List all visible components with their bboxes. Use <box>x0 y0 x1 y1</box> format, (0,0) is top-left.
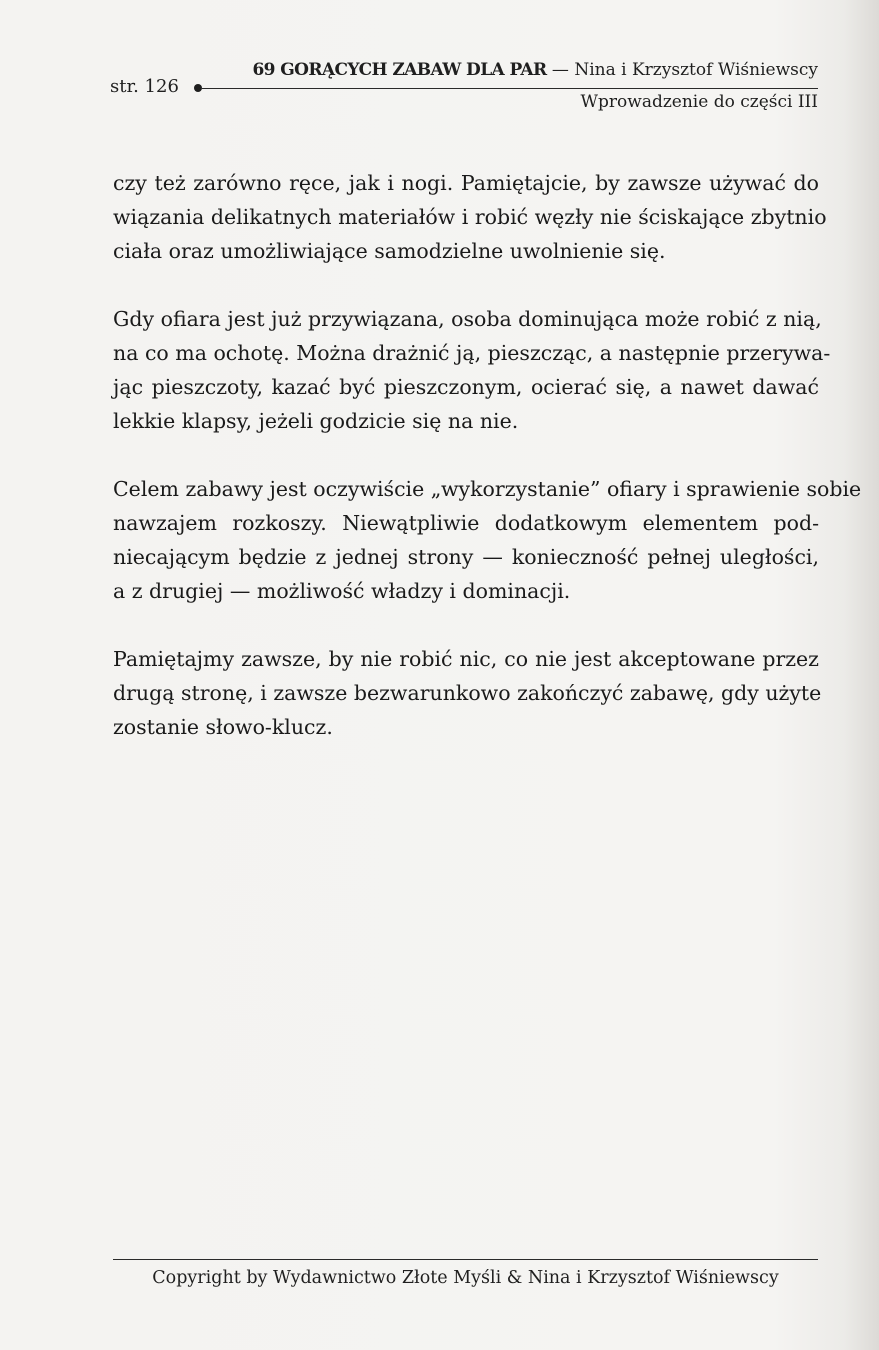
text-line: na co ma ochotę. Można drażnić ją, pieszcząc, a następnie przerywa- <box>113 341 831 365</box>
paragraph <box>113 166 827 268</box>
running-header <box>110 58 818 118</box>
body-text <box>113 166 862 778</box>
text-line: lekkie klapsy, jeżeli godzicie się na nie. <box>113 409 519 433</box>
text-line: Gdy ofiara jest już przywiązana, osoba dominująca może robić z nią, <box>113 307 822 331</box>
text-line: czy też zarówno ręce, jak i nogi. Pamiętajcie, by zawsze używać do <box>113 171 819 195</box>
page-number: str. 126 <box>110 76 179 97</box>
text-line: a z drugiej — możliwość władzy i dominacji. <box>113 579 571 603</box>
paragraph <box>113 302 831 438</box>
title-separator: — <box>546 60 575 80</box>
show-through-texture <box>150 770 840 1178</box>
text-line: nawzajem rozkoszy. Niewątpliwie dodatkowym elementem pod- <box>113 511 819 535</box>
paragraph <box>113 472 862 608</box>
text-line: jąc pieszczoty, kazać być pieszczonym, ocierać się, a nawet dawać <box>113 375 819 399</box>
text-line: niecającym będzie z jednej strony — konieczność pełnej uległości, <box>113 545 819 569</box>
copyright-footer: Copyright by Wydawnictwo Złote Myśli & Nina i Krzysztof Wiśniewscy <box>152 1268 779 1288</box>
footer-rule <box>113 1259 818 1260</box>
book-title: 69 GORĄCYCH ZABAW DLA PAR <box>252 60 547 80</box>
text-line: drugą stronę, i zawsze bezwarunkowo zakończyć zabawę, gdy użyte <box>113 681 822 705</box>
text-line: ciała oraz umożliwiające samodzielne uwolnienie się. <box>113 239 666 263</box>
header-rule <box>202 88 818 89</box>
authors: Nina i Krzysztof Wiśniewscy <box>574 60 818 80</box>
text-line: Pamiętajmy zawsze, by nie robić nic, co nie jest akceptowane przez <box>113 647 819 671</box>
text-line: zostanie słowo-klucz. <box>113 715 333 739</box>
bullet-icon <box>194 84 202 92</box>
text-line: wiązania delikatnych materiałów i robić węzły nie ściskające zbytnio <box>113 205 827 229</box>
header-title <box>252 60 818 80</box>
paragraph <box>113 642 822 744</box>
text-line: Celem zabawy jest oczywiście „wykorzystanie” ofiary i sprawienie sobie <box>113 477 862 501</box>
section-title: Wprowadzenie do części III <box>580 92 818 112</box>
